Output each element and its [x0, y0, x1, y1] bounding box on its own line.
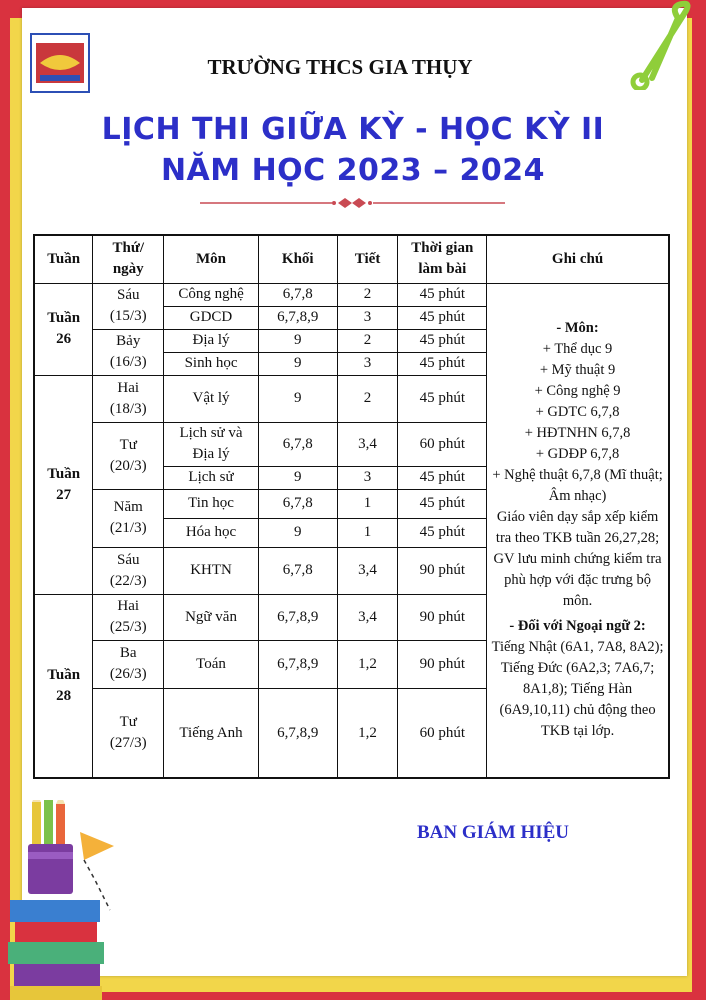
duration-cell: 90 phút — [398, 640, 487, 688]
duration-cell: 45 phút — [398, 375, 487, 422]
header-week: Tuần — [34, 235, 93, 283]
note-paragraph-2: Tiếng Nhật (6A1, 7A8, 8A2); Tiếng Đức (6A2,3; 7A6,7; 8A1,8); Tiếng Hàn (6A9,10,11) chủ động theo TKB tại lớp. — [491, 639, 664, 740]
day-cell: Bảy (16/3) — [93, 329, 164, 375]
duration-cell: 45 phút — [398, 489, 487, 518]
note-heading: - Môn: — [556, 320, 599, 337]
period-cell: 3 — [337, 466, 398, 489]
exam-title: LỊCH THI GIỮA KỲ - HỌC KỲ II — [101, 112, 605, 147]
note-item: + GDTC 6,7,8 — [535, 404, 620, 421]
grade-cell: 9 — [258, 329, 337, 352]
day-cell: Sáu (15/3) — [93, 283, 164, 329]
note-item: + Nghệ thuật 6,7,8 (Mĩ thuật; Âm nhạc) — [492, 467, 663, 505]
grade-cell: 6,7,8 — [258, 489, 337, 518]
period-cell: 3,4 — [337, 422, 398, 466]
subject-cell: Tiếng Anh — [164, 688, 259, 778]
signature-label: BAN GIÁM HIỆU — [417, 822, 570, 843]
grade-cell: 9 — [258, 466, 337, 489]
period-cell: 2 — [337, 329, 398, 352]
duration-cell: 45 phút — [398, 352, 487, 375]
note-item: + Mỹ thuật 9 — [539, 362, 616, 379]
grade-cell: 9 — [258, 375, 337, 422]
header-subject: Môn — [164, 235, 259, 283]
header-grade: Khối — [258, 235, 337, 283]
note-heading-2: - Đối với Ngoại ngữ 2: — [509, 618, 646, 635]
subject-cell: Hóa học — [164, 518, 259, 547]
note-item: + Công nghệ 9 — [534, 383, 621, 400]
period-cell: 2 — [337, 283, 398, 306]
grade-cell: 9 — [258, 518, 337, 547]
note-item: + HĐTNHN 6,7,8 — [524, 425, 631, 442]
duration-cell: 45 phút — [398, 283, 487, 306]
period-cell: 3 — [337, 352, 398, 375]
header-period: Tiết — [337, 235, 398, 283]
table-header-row — [34, 235, 669, 283]
day-cell: Ba (26/3) — [93, 640, 164, 688]
period-cell: 1 — [337, 518, 398, 547]
period-cell: 3,4 — [337, 547, 398, 594]
period-cell: 1,2 — [337, 688, 398, 778]
school-year-title: NĂM HỌC 2023 – 2024 — [160, 153, 546, 188]
subject-cell: Toán — [164, 640, 259, 688]
subject-cell: Công nghệ — [164, 283, 259, 306]
day-cell: Hai (25/3) — [93, 594, 164, 640]
period-cell: 2 — [337, 375, 398, 422]
note-cell — [487, 283, 669, 778]
note-paragraph: Giáo viên dạy sắp xếp kiểm tra theo TKB tuần 26,27,28; GV lưu minh chứng kiểm tra phù hợp với đặc trưng bộ môn. — [493, 509, 662, 610]
table-row — [34, 283, 669, 306]
school-name: TRƯỜNG THCS GIA THỤY — [207, 55, 473, 79]
duration-cell: 60 phút — [398, 688, 487, 778]
subject-cell: Ngữ văn — [164, 594, 259, 640]
week-26: Tuần 26 — [34, 283, 93, 375]
grade-cell: 6,7,8 — [258, 422, 337, 466]
grade-cell: 6,7,8,9 — [258, 594, 337, 640]
subject-cell: KHTN — [164, 547, 259, 594]
grade-cell: 6,7,8 — [258, 547, 337, 594]
grade-cell: 6,7,8 — [258, 283, 337, 306]
ornament-divider — [200, 196, 505, 210]
grade-cell: 6,7,8,9 — [258, 640, 337, 688]
safety-pin-icon — [622, 0, 702, 90]
grade-cell: 9 — [258, 352, 337, 375]
subject-cell: Lịch sử và Địa lý — [164, 422, 259, 466]
duration-cell: 45 phút — [398, 306, 487, 329]
duration-cell: 45 phút — [398, 329, 487, 352]
header-day: Thứ/ ngày — [93, 235, 164, 283]
period-cell: 1,2 — [337, 640, 398, 688]
duration-cell: 45 phút — [398, 466, 487, 489]
period-cell: 1 — [337, 489, 398, 518]
books-pencils-icon — [0, 800, 200, 1000]
day-cell: Tư (27/3) — [93, 688, 164, 778]
exam-schedule-table — [33, 234, 670, 779]
header-note: Ghi chú — [487, 235, 669, 283]
day-cell: Năm (21/3) — [93, 489, 164, 547]
note-item: + Thể dục 9 — [542, 341, 613, 358]
school-logo-icon — [30, 33, 90, 93]
duration-cell: 60 phút — [398, 422, 487, 466]
subject-cell: Sinh học — [164, 352, 259, 375]
day-cell: Sáu (22/3) — [93, 547, 164, 594]
grade-cell: 6,7,8,9 — [258, 688, 337, 778]
subject-cell: Tin học — [164, 489, 259, 518]
week-28: Tuần 28 — [34, 594, 93, 778]
period-cell: 3 — [337, 306, 398, 329]
subject-cell: Vật lý — [164, 375, 259, 422]
duration-cell: 90 phút — [398, 594, 487, 640]
day-cell: Hai (18/3) — [93, 375, 164, 422]
subject-cell: Địa lý — [164, 329, 259, 352]
subject-cell: GDCD — [164, 306, 259, 329]
header-duration: Thời gian làm bài — [398, 235, 487, 283]
note-item: + GDĐP 6,7,8 — [535, 446, 620, 463]
duration-cell: 45 phút — [398, 518, 487, 547]
period-cell: 3,4 — [337, 594, 398, 640]
grade-cell: 6,7,8,9 — [258, 306, 337, 329]
week-27: Tuần 27 — [34, 375, 93, 594]
day-cell: Tư (20/3) — [93, 422, 164, 489]
subject-cell: Lịch sử — [164, 466, 259, 489]
duration-cell: 90 phút — [398, 547, 487, 594]
